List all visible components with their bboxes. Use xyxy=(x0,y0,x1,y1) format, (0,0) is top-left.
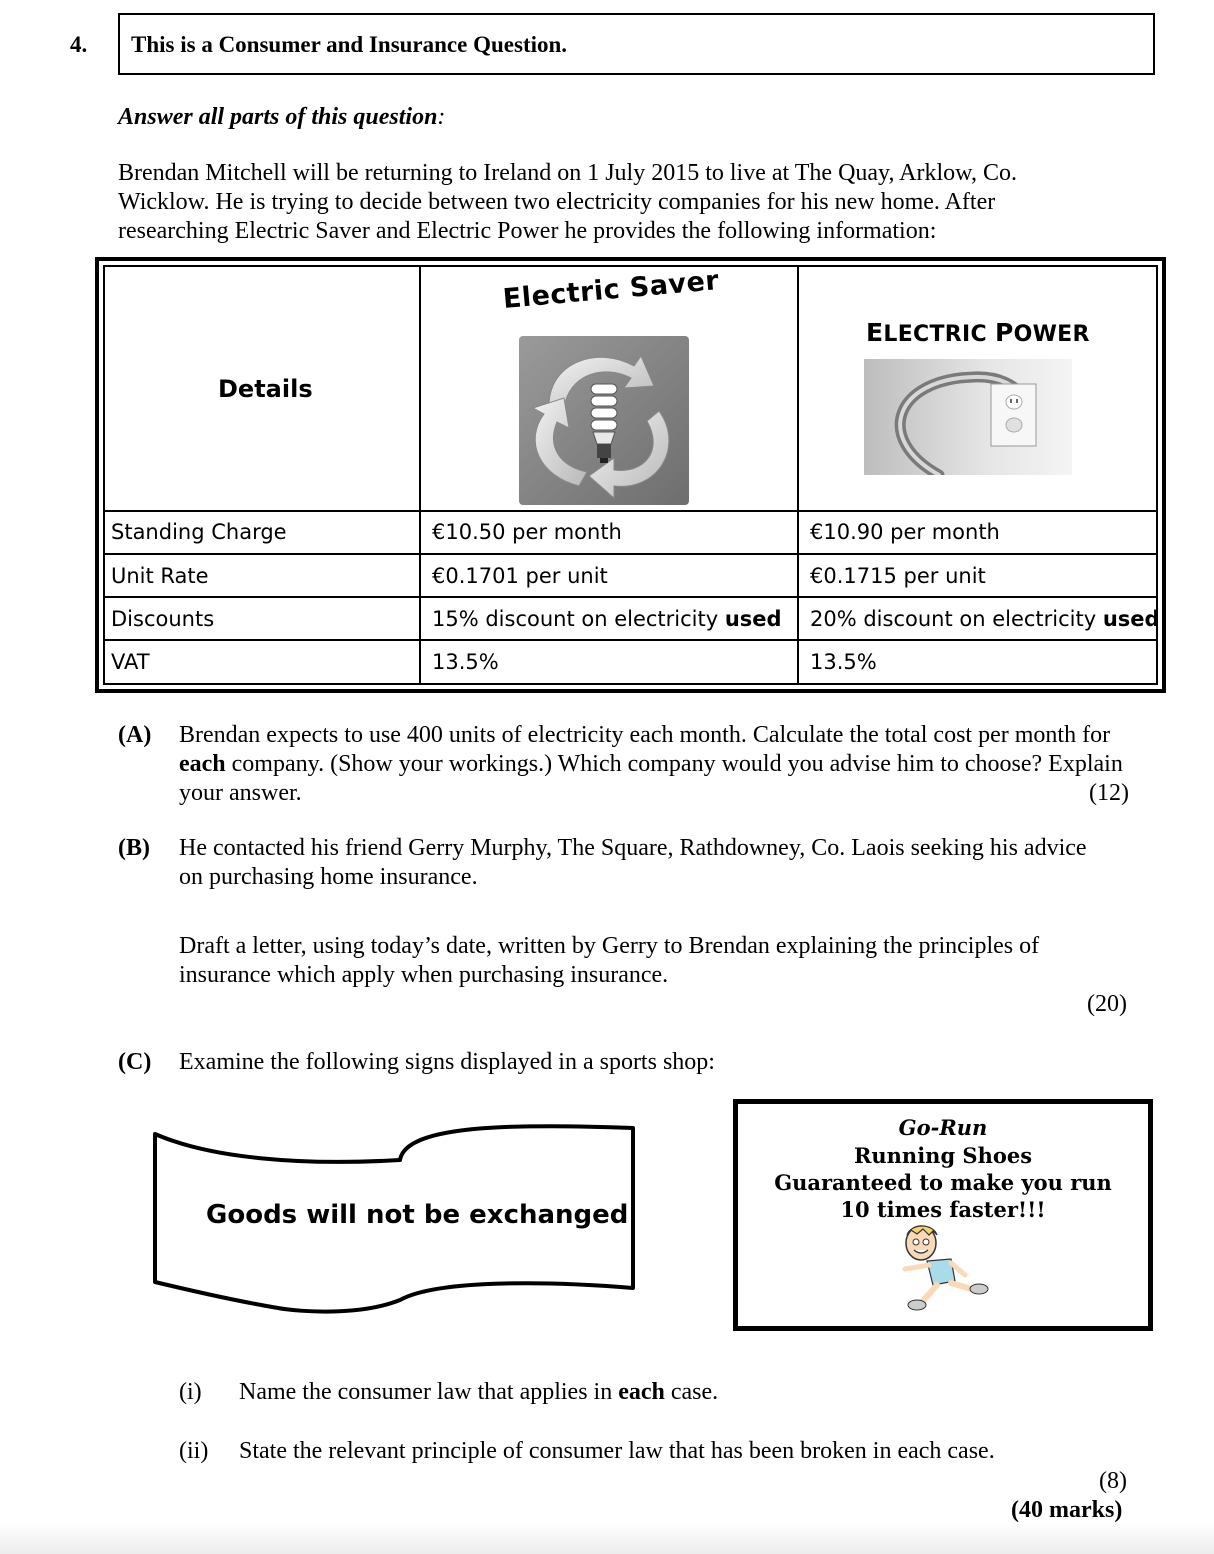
total-marks: (40 marks) xyxy=(1011,1497,1123,1523)
go-run-line-2: Running Shoes xyxy=(853,1143,1033,1168)
electric-power-logo-text: ELECTRIC POWER xyxy=(866,318,1090,347)
part-a-text-1: Brendan expects to use 400 units of electricity each month. Calculate the total cost per month for xyxy=(179,722,1111,748)
part-c-label: (C) xyxy=(118,1049,152,1075)
table-rule-4 xyxy=(105,639,1156,641)
row-discounts-saver xyxy=(432,607,782,631)
table-divider-2 xyxy=(797,267,799,683)
discount-power-text: 20% discount on electricity xyxy=(810,607,1103,631)
part-b-text: He contacted his friend Gerry Murphy, The Square, Rathdowney, Co. Laois seeking his advice on purchasing home insurance. xyxy=(179,835,1087,890)
part-c-text: Examine the following signs displayed in a sports shop: xyxy=(179,1049,715,1075)
table-rule-2 xyxy=(105,553,1156,555)
power-cable-image xyxy=(864,359,1072,475)
row-standing-charge-label: Standing Charge xyxy=(111,520,287,544)
part-b-marks: (20) xyxy=(1087,991,1127,1017)
table-rule-3 xyxy=(105,596,1156,598)
part-c-i-text-2: case. xyxy=(664,1379,719,1405)
table-rule-1 xyxy=(105,510,1156,512)
go-run-brand: Go-Run xyxy=(898,1115,988,1140)
intro-paragraph: Brendan Mitchell will be returning to Ireland on 1 July 2015 to live at The Quay, Arklow, Co. Wicklow. He is trying to decide between two electricity companies for his new home. After researching Electric Saver and Electric Power he provides the following information: xyxy=(118,160,1017,244)
part-a-text xyxy=(179,721,1144,808)
table-divider-1 xyxy=(419,267,421,683)
row-vat-label: VAT xyxy=(111,650,150,674)
part-c-i-label: (i) xyxy=(179,1379,202,1405)
page-bottom-edge xyxy=(0,1524,1214,1554)
part-c-marks: (8) xyxy=(1099,1468,1127,1494)
discount-saver-text: 15% discount on electricity xyxy=(432,607,725,631)
part-b-draft-text: Draft a letter, using today’s date, written by Gerry to Brendan explaining the principles of insurance which apply when purchasing insurance. xyxy=(179,933,1040,988)
discount-power-bold: used xyxy=(1102,607,1160,631)
energy-saving-bulb-image xyxy=(519,336,689,505)
instruction xyxy=(118,104,445,131)
row-vat-saver: 13.5% xyxy=(432,650,499,674)
part-a-text-2: company. (Show your workings.) Which company would you advise him to choose? Explain your answer. xyxy=(179,751,1123,806)
part-a-bold: each xyxy=(179,751,226,777)
row-unit-rate-label: Unit Rate xyxy=(111,564,209,588)
no-exchange-sign-text: Goods will not be exchanged xyxy=(206,1200,629,1230)
socket-icon xyxy=(991,384,1036,446)
part-a-marks: (12) xyxy=(1089,780,1129,806)
electric-power-word-2: OWER xyxy=(1013,322,1090,347)
row-unit-rate-saver: €0.1701 per unit xyxy=(432,564,608,588)
details-header: Details xyxy=(218,375,313,403)
part-a-label: (A) xyxy=(118,722,152,748)
row-standing-charge-saver: €10.50 per month xyxy=(432,520,622,544)
row-unit-rate-power: €0.1715 per unit xyxy=(810,564,986,588)
row-discounts-label: Discounts xyxy=(111,607,215,631)
part-c-ii-text: State the relevant principle of consumer law that has been broken in each case. xyxy=(239,1438,995,1464)
part-b-label: (B) xyxy=(118,835,150,861)
instruction-colon: : xyxy=(437,104,446,130)
electric-saver-logo-text: Electric Saver xyxy=(501,265,721,315)
question-title: This is a Consumer and Insurance Question. xyxy=(131,32,568,57)
instruction-text: Answer all parts of this question xyxy=(118,104,438,130)
discount-saver-bold: used xyxy=(724,607,782,631)
question-number: 4. xyxy=(70,32,88,57)
row-standing-charge-power: €10.90 per month xyxy=(810,520,1000,544)
go-run-line-4: 10 times faster!!! xyxy=(840,1197,1046,1222)
row-vat-power: 13.5% xyxy=(810,650,877,674)
part-c-i-text xyxy=(239,1378,718,1407)
part-c-i-text-1: Name the consumer law that applies in xyxy=(239,1379,619,1405)
running-boy-icon xyxy=(893,1223,993,1315)
part-c-i-bold: each xyxy=(618,1379,665,1405)
electric-power-word-1: LECTRIC xyxy=(883,322,987,347)
row-discounts-power xyxy=(810,607,1160,631)
go-run-line-3: Guaranteed to make you run xyxy=(774,1170,1112,1195)
part-c-ii-label: (ii) xyxy=(179,1438,209,1464)
